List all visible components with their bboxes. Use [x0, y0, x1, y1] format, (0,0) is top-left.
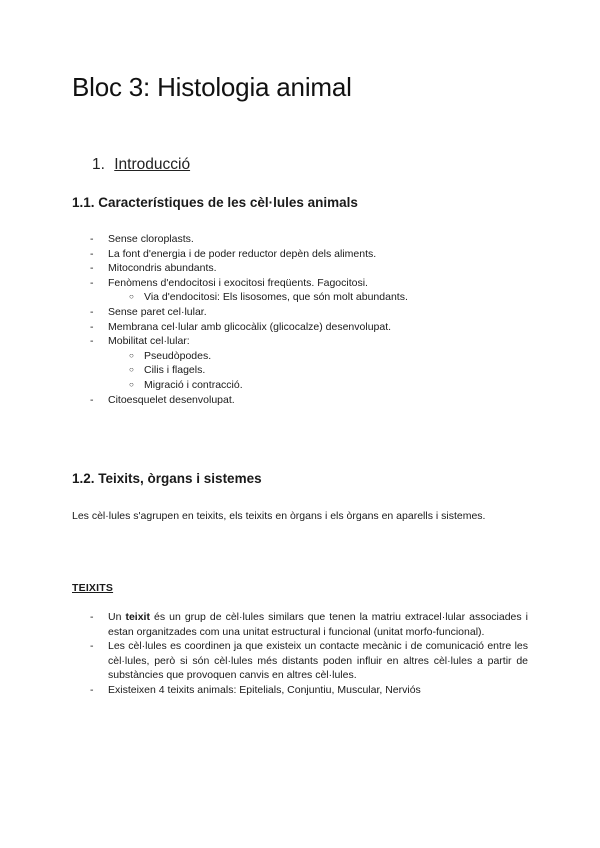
list-item	[72, 610, 528, 639]
intro-number: 1.	[92, 156, 105, 173]
sub-list-item: ○ Migració i contracció.	[72, 378, 528, 393]
list-item: - Mitocondris abundants.	[72, 261, 528, 276]
section-heading-characteristics: 1.1. Característiques de les cèl·lules animals	[72, 195, 358, 210]
list-item: - La font d'energia i de poder reductor depèn dels aliments.	[72, 247, 528, 262]
list-item: - Sense cloroplasts.	[72, 232, 528, 247]
tissues-paragraph: Les cèl·lules s'agrupen en teixits, els teixits en òrgans i els òrgans en aparells i sistemes.	[72, 510, 486, 522]
intro-label: Introducció	[114, 156, 191, 173]
sub-list-item: ○ Via d'endocitosi: Els lisosomes, que són molt abundants.	[72, 290, 528, 305]
list-item: - Citoesquelet desenvolupat.	[72, 393, 528, 408]
item-rest: és un grup de cèl·lules similars que tenen la matriu extracel·lular associades i estan organitzades com una unitat estructural i funcional (unitat morfo-funcional).	[108, 611, 528, 638]
tissues-label: TEIXITS	[72, 582, 114, 594]
list-item: - Les cèl·lules es coordinen ja que existeix un contacte mecànic i de comunicació entre les cèl·lules, però si són cèl·lules més distants poden influir en altres cèl·lules a partir de substàncies que provoquen canvis en altres cèl·lules.	[72, 639, 528, 683]
list-item: - Sense paret cel·lular.	[72, 305, 528, 320]
tissues-list	[72, 610, 528, 698]
section-heading-tissues: 1.2. Teixits, òrgans i sistemes	[72, 471, 262, 486]
intro-heading	[92, 156, 190, 174]
list-item: - Fenòmens d'endocitosi i exocitosi freqüents. Fagocitosi.	[72, 276, 528, 291]
item-prefix: Un	[108, 611, 126, 623]
characteristics-list	[72, 232, 528, 407]
sub-list-item: ○ Pseudòpodes.	[72, 349, 528, 364]
list-item: - Existeixen 4 teixits animals: Epitelials, Conjuntiu, Muscular, Nerviós	[72, 683, 528, 698]
sub-list-item: ○ Cilis i flagels.	[72, 363, 528, 378]
list-item: - Membrana cel·lular amb glicocàlix (glicocalze) desenvolupat.	[72, 320, 528, 335]
bold-term: teixit	[125, 611, 150, 623]
list-item: - Mobilitat cel·lular:	[72, 334, 528, 349]
page-title: Bloc 3: Histologia animal	[72, 72, 352, 102]
